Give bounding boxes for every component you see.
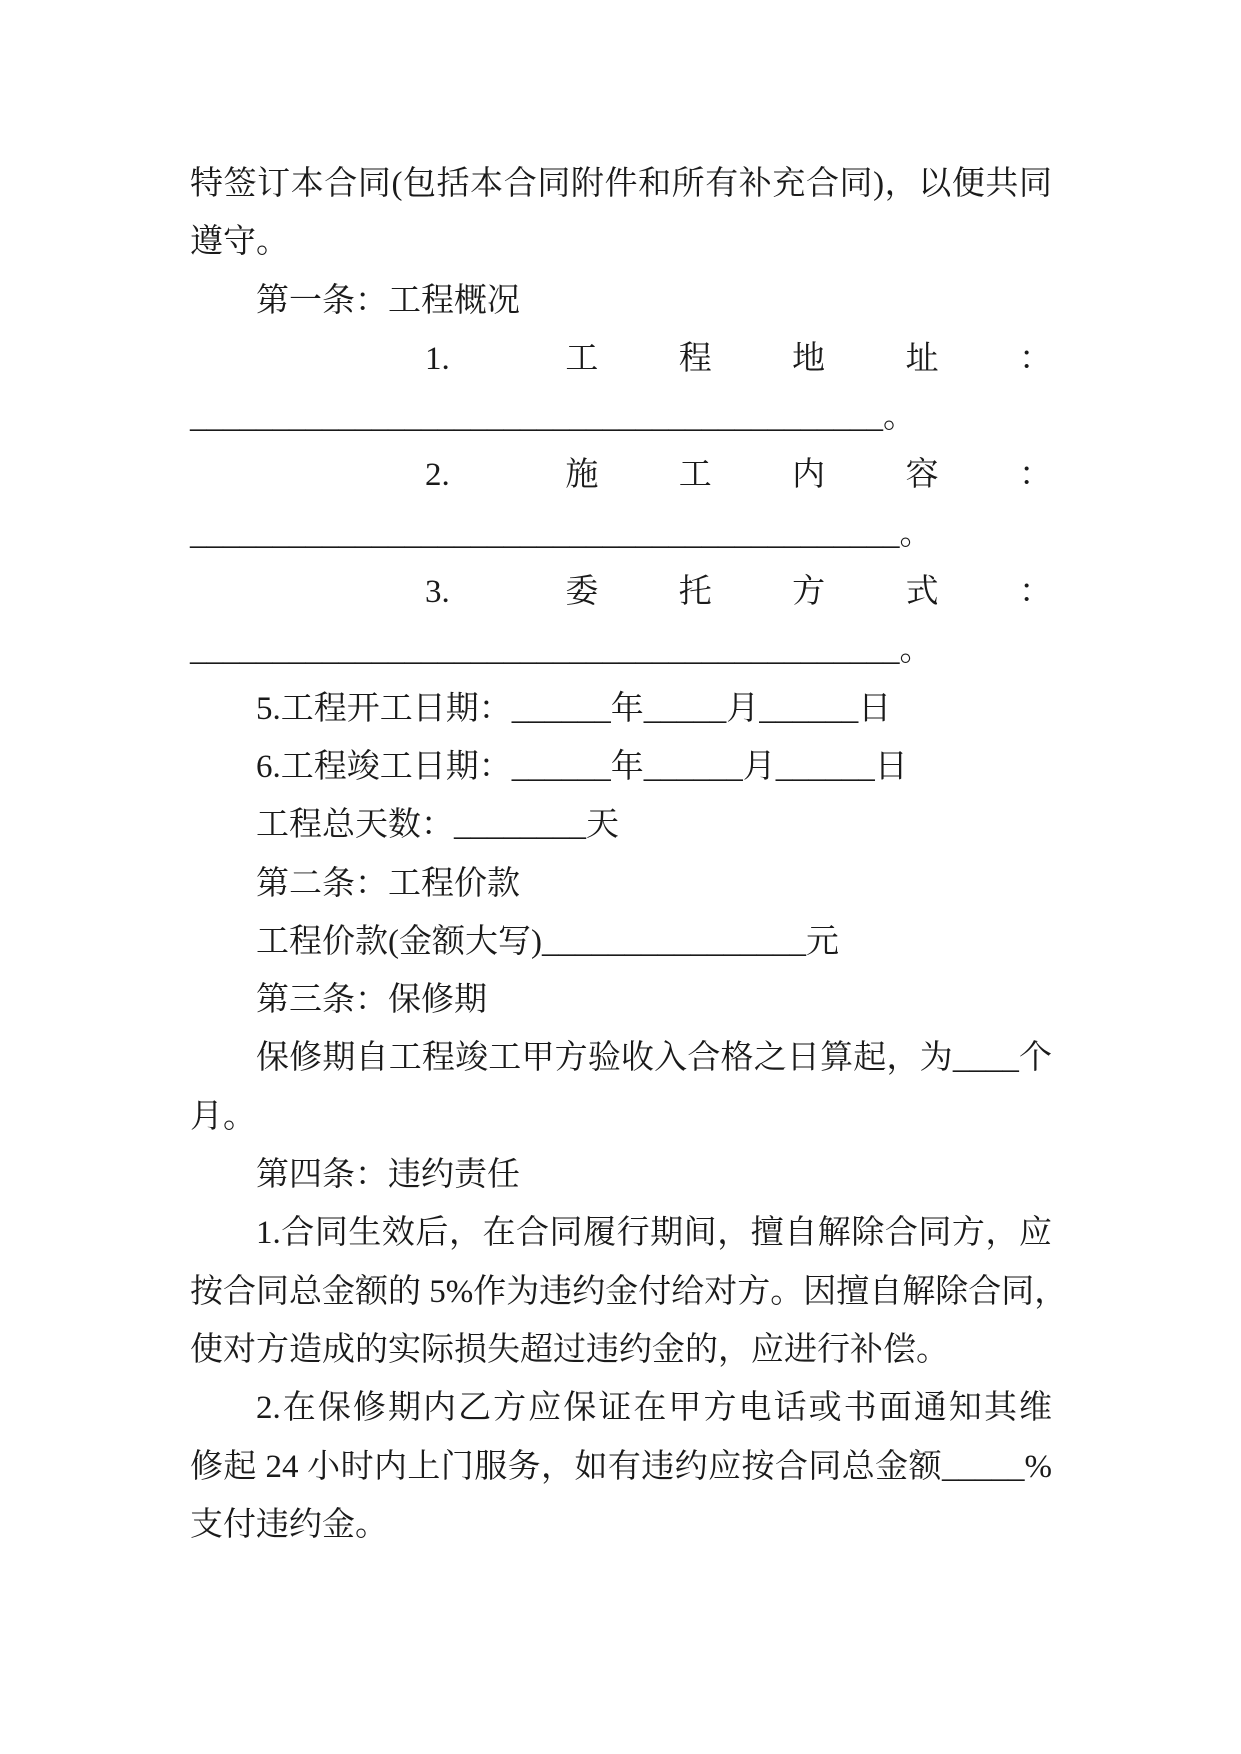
article-1-heading: 第一条：工程概况: [256, 282, 520, 319]
label-char: 地: [792, 340, 826, 377]
article-4-heading: 第四条：违约责任: [256, 1157, 520, 1194]
clause-1-line: 使对方造成的实际损失超过违约金的，应进行补偿。: [190, 1331, 949, 1368]
article-2-heading: 第二条：工程价款: [256, 865, 520, 902]
item-number: 3.: [425, 574, 450, 611]
price-line: 工程价款(金额大写)________________元: [256, 923, 839, 960]
end-date-line: 6.工程竣工日期：______年______月______日: [256, 748, 908, 785]
intro-line: 遵守。: [190, 224, 289, 261]
intro-line: 特签订本合同(包括本合同附件和所有补充合同)，以便共同: [190, 166, 1052, 202]
label-char: 址: [905, 340, 939, 377]
label-char: 内: [792, 457, 826, 494]
clause-2-line: 修起 24 小时内上门服务，如有违约应按合同总金额_____%: [190, 1448, 1052, 1485]
warranty-text-line: 月。: [190, 1098, 256, 1135]
clause-1-line: 1.合同生效后，在合同履行期间，擅自解除合同方，应: [256, 1215, 1052, 1252]
label-colon: ：: [1018, 574, 1052, 611]
work-content-blank: ___________________________________________。: [190, 515, 933, 552]
commission-method-blank: ___________________________________________。: [190, 632, 933, 669]
document-body: [190, 155, 1068, 1554]
project-address-label: [190, 330, 1052, 388]
total-days-line: 工程总天数：________天: [256, 807, 619, 844]
label-char: 委: [565, 574, 599, 611]
clause-2-line: 2.在保修期内乙方应保证在甲方电话或书面通知其维: [256, 1390, 1052, 1427]
label-char: 工: [565, 340, 599, 377]
item-number: 2.: [425, 457, 450, 494]
clause-2-line: 支付违约金。: [190, 1506, 388, 1543]
label-char: 工: [678, 457, 712, 494]
work-content-label: [190, 446, 1052, 504]
start-date-line: 5.工程开工日期：______年_____月______日: [256, 690, 892, 727]
label-char: 方: [792, 574, 826, 611]
warranty-text-line: 保修期自工程竣工甲方验收入合格之日算起，为____个: [256, 1040, 1052, 1077]
commission-method-label: [190, 563, 1052, 621]
label-char: 式: [905, 574, 939, 611]
clause-1-line: 按合同总金额的 5%作为违约金付给对方。因擅自解除合同，: [190, 1273, 1068, 1310]
item-number: 1.: [425, 340, 450, 377]
label-char: 托: [678, 574, 712, 611]
project-address-blank: __________________________________________。: [190, 399, 916, 436]
label-char: 施: [565, 457, 599, 494]
article-3-heading: 第三条：保修期: [256, 982, 487, 1019]
label-char: 容: [905, 457, 939, 494]
label-colon: ：: [1018, 340, 1052, 377]
label-colon: ：: [1018, 457, 1052, 494]
label-char: 程: [678, 340, 712, 377]
